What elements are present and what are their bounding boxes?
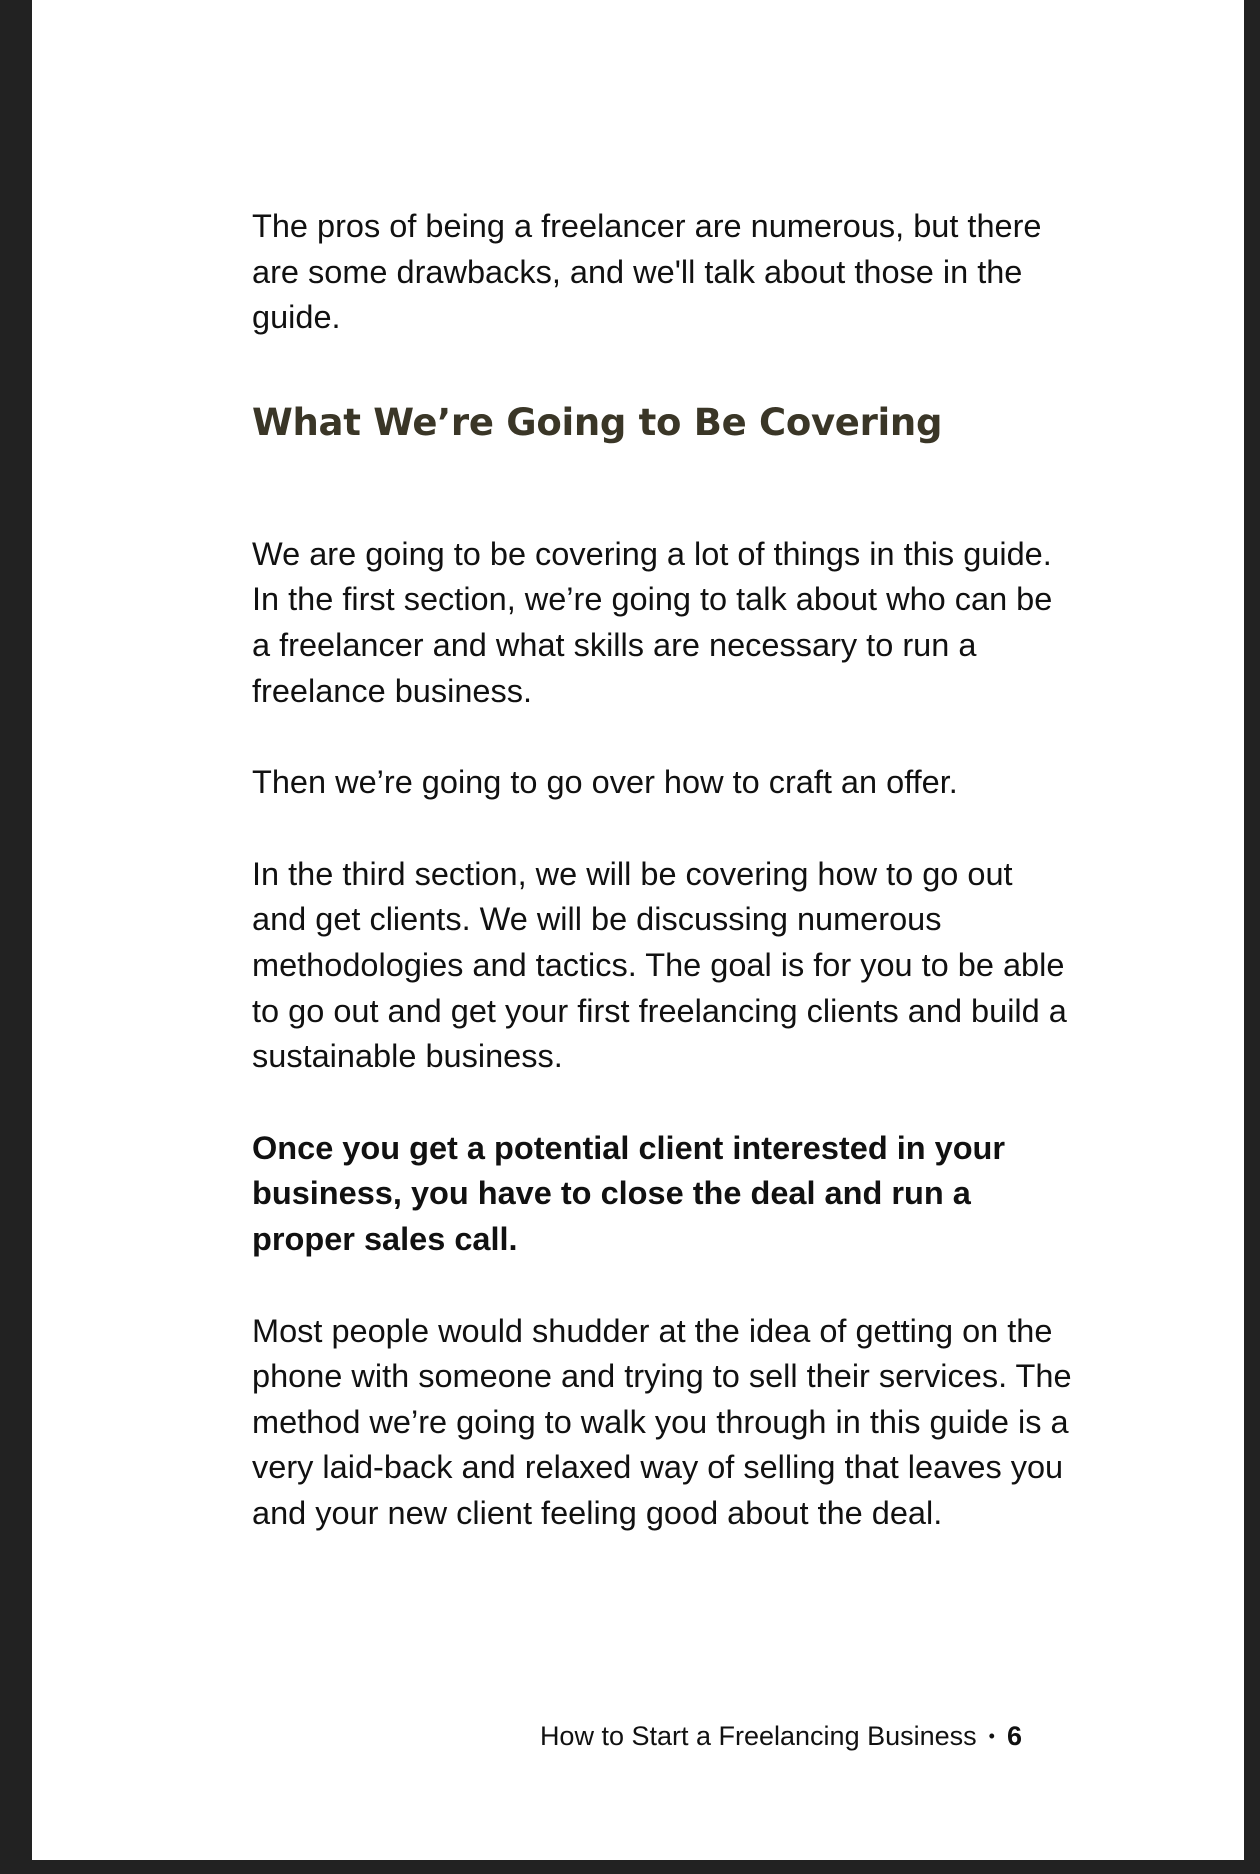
page-number: 6 xyxy=(1006,1721,1022,1751)
bold-paragraph: Once you get a potential client interested in your business, you have to close the deal and run a proper sales call. xyxy=(252,1129,1006,1257)
page-content xyxy=(252,204,1072,1536)
page-footer xyxy=(540,1716,1022,1756)
body-paragraph: In the third section, we will be covering how to go out and get clients. We will be discussing numerous methodologies and tactics. The goal is for you to be able to go out and get your first freelancing clients and build a sustainable business. xyxy=(252,855,1067,1075)
body-paragraph: Most people would shudder at the idea of getting on the phone with someone and trying to sell their services. The method we’re going to walk you through in this guide is a very laid-back and relaxed way of selling that leaves you and your new client feeling good about the deal. xyxy=(252,1312,1072,1531)
intro-paragraph: The pros of being a freelancer are numerous, but there are some drawbacks, and we'll talk about those in the guide. xyxy=(252,208,1042,336)
body-paragraph: We are going to be covering a lot of things in this guide. In the first section, we’re going to talk about who can be a freelancer and what skills are necessary to run a freelance business. xyxy=(252,535,1053,709)
body-paragraph: Then we’re going to go over how to craft an offer. xyxy=(252,764,958,801)
document-page xyxy=(32,0,1244,1860)
footer-separator: • xyxy=(988,1726,995,1746)
footer-book-title: How to Start a Freelancing Business xyxy=(539,1721,977,1751)
section-heading: What We’re Going to Be Covering xyxy=(252,400,943,444)
